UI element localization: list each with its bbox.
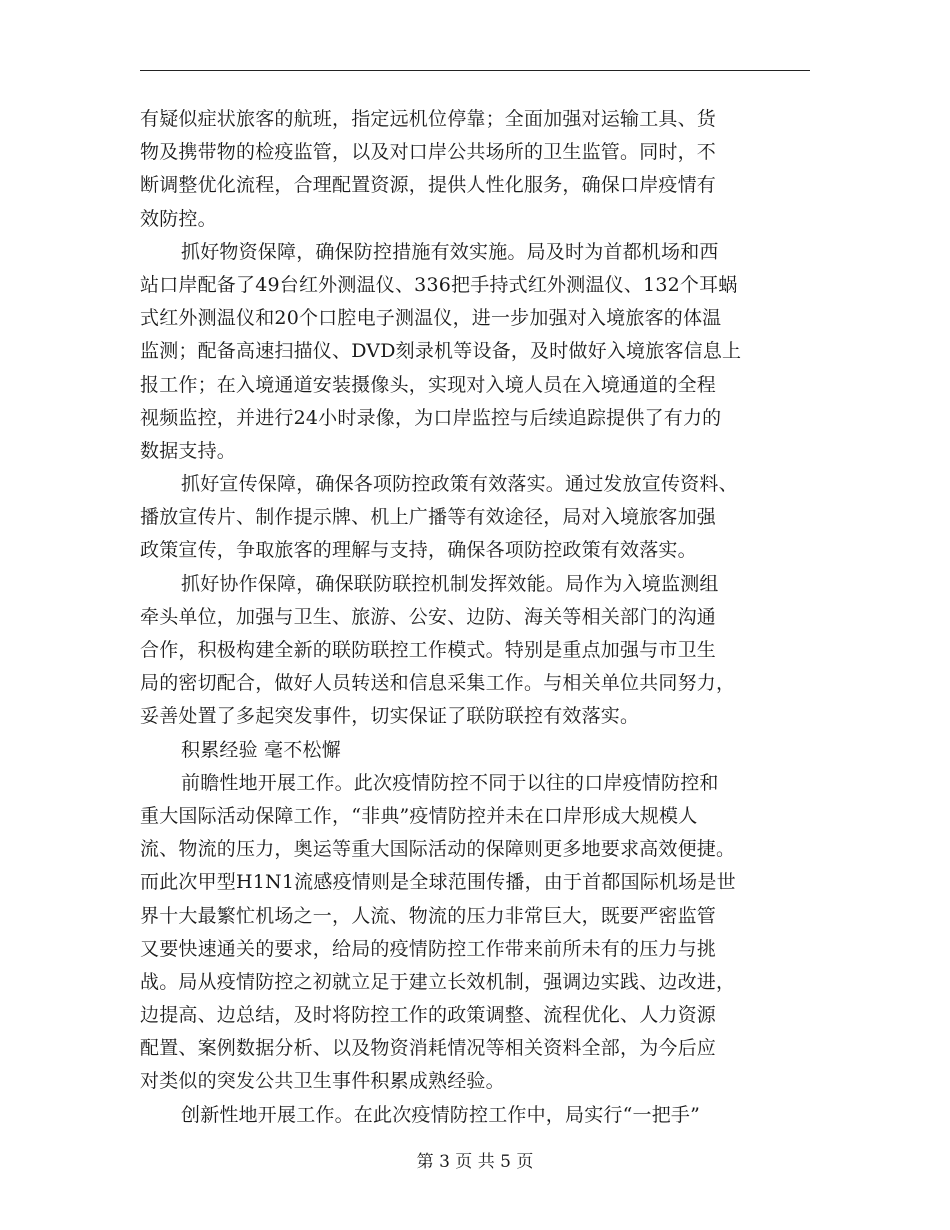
- text-line: 效防控。: [140, 207, 217, 230]
- text-line: 报工作；在入境通道安装摄像头，实现对入境人员在入境通道的全程: [140, 373, 717, 396]
- document-body: [140, 103, 810, 1132]
- text-line: 又要快速通关的要求，给局的疫情防控工作带来前所未有的压力与挑: [140, 937, 717, 960]
- text-line: 流、物流的压力，奥运等重大国际活动的保障则更多地要求高效便捷。: [140, 838, 736, 861]
- text-line: 战。局从疫情防控之初就立足于建立长效机制，强调边实践、边改进，: [140, 970, 736, 993]
- page-number-footer: 第 3 页 共 5 页: [416, 1152, 534, 1172]
- text-line: 断调整优化流程，合理配置资源，提供人性化服务，确保口岸疫情有: [140, 174, 717, 197]
- text-line: 物及携带物的检疫监管，以及对口岸公共场所的卫生监管。同时，不: [140, 141, 717, 164]
- text-line: 创新性地开展工作。在此次疫情防控工作中，局实行“一把手”: [181, 1103, 701, 1126]
- text-line: 播放宣传片、制作提示牌、机上广播等有效途径，局对入境旅客加强: [140, 506, 717, 529]
- text-line: 牵头单位，加强与卫生、旅游、公安、边防、海关等相关部门的沟通: [140, 605, 717, 628]
- text-line: 式红外测温仪和20个口腔电子测温仪，进一步加强对入境旅客的体温: [140, 307, 722, 330]
- text-line: 抓好物资保障，确保防控措施有效实施。局及时为首都机场和西: [181, 240, 719, 263]
- text-line: 而此次甲型H1N1流感疫情则是全球范围传播，由于首都国际机场是世: [140, 871, 736, 894]
- text-line: 对类似的突发公共卫生事件积累成熟经验。: [140, 1070, 505, 1093]
- text-line: 合作，积极构建全新的联防联控工作模式。特别是重点加强与市卫生: [140, 639, 717, 661]
- text-line: 政策宣传，争取旅客的理解与支持，确保各项防控政策有效落实。: [140, 539, 697, 562]
- text-line: 视频监控，并进行24小时录像，为口岸监控与后续追踪提供了有力的: [140, 406, 722, 429]
- text-line: 数据支持。: [140, 439, 237, 462]
- header-rule: [140, 70, 810, 71]
- text-line: 界十大最繁忙机场之一，人流、物流的压力非常巨大，既要严密监管: [140, 904, 717, 927]
- text-line: 妥善处置了多起突发事件，切实保证了联防联控有效落实。: [140, 705, 640, 728]
- text-line: 抓好宣传保障，确保各项防控政策有效落实。通过发放宣传资料、: [181, 473, 738, 496]
- text-line: 局的密切配合，做好人员转送和信息采集工作。与相关单位共同努力，: [140, 672, 736, 695]
- text-line: 前瞻性地开展工作。此次疫情防控不同于以往的口岸疫情防控和: [181, 771, 719, 794]
- text-line: 重大国际活动保障工作，“非典”疫情防控并未在口岸形成大规模人: [140, 804, 698, 827]
- text-line: 有疑似症状旅客的航班，指定远机位停靠；全面加强对运输工具、货: [140, 108, 717, 130]
- text-line: 积累经验 毫不松懈: [181, 738, 341, 761]
- text-line: 边提高、边总结，及时将防控工作的政策调整、流程优化、人力资源: [140, 1004, 717, 1027]
- text-line: 站口岸配备了49台红外测温仪、336把手持式红外测温仪、132个耳蜗: [140, 273, 738, 296]
- text-line: 监测；配备高速扫描仪、DVD刻录机等设备，及时做好入境旅客信息上: [140, 340, 742, 363]
- text-line: 配置、案例数据分析、以及物资消耗情况等相关资料全部，为今后应: [140, 1037, 717, 1060]
- text-line: 抓好协作保障，确保联防联控机制发挥效能。局作为入境监测组: [181, 572, 719, 595]
